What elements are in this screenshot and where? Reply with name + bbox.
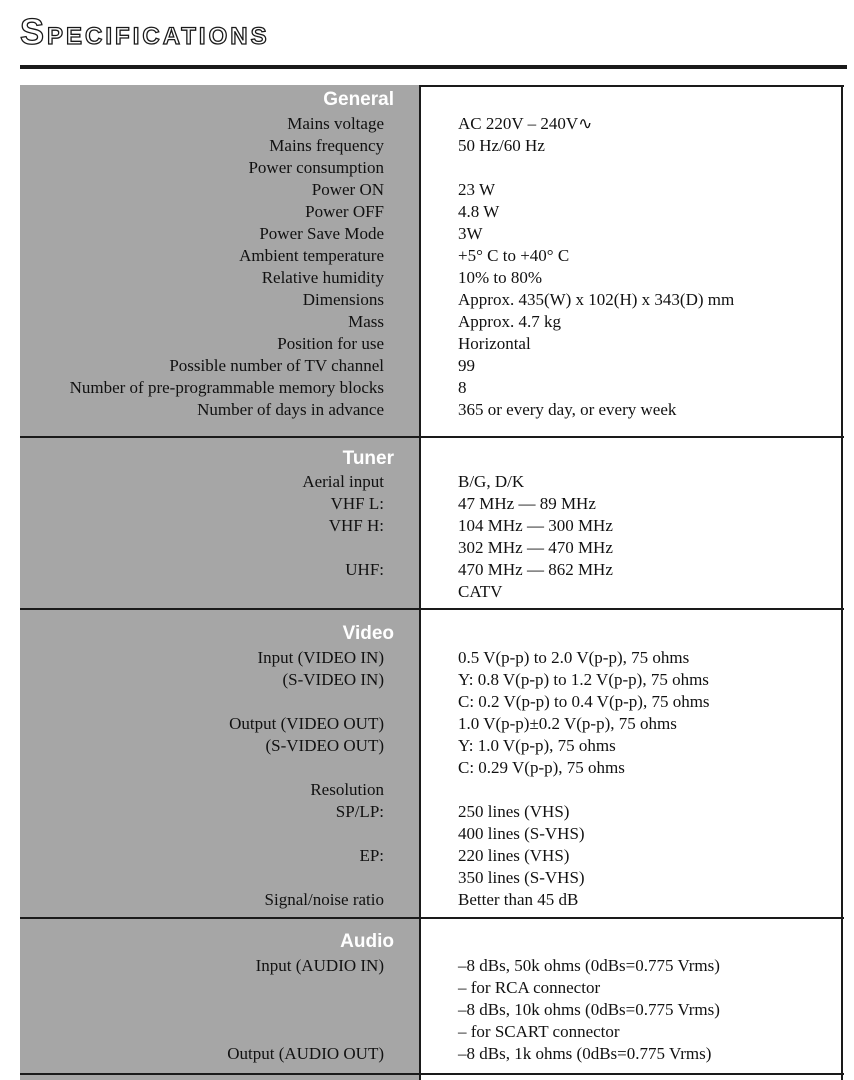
label-position-for-use: Position for use [277, 334, 384, 353]
spec-table [20, 85, 844, 1080]
value-dimensions: Approx. 435(W) x 102(H) x 343(D) mm [458, 290, 735, 309]
value-power-off: 4.8 W [458, 202, 500, 221]
label-power-consumption: Power consumption [248, 158, 384, 177]
value-video-out: 1.0 V(p-p)±0.2 V(p-p), 75 ohms [458, 714, 677, 733]
value-relative-humidity: 10% to 80% [458, 268, 543, 287]
value-power-save-mode: 3W [458, 224, 483, 243]
label-dimensions: Dimensions [302, 290, 384, 309]
value-signal-noise: Better than 45 dB [458, 890, 579, 909]
label-audio-in: Input (AUDIO IN) [255, 956, 384, 975]
value-audio-in-scart: –8 dBs, 10k ohms (0dBs=0.775 Vrms) [458, 1000, 720, 1019]
label-ep: EP: [359, 846, 384, 865]
section-title-tuner: Tuner [342, 448, 394, 469]
value-mass: Approx. 4.7 kg [458, 312, 561, 331]
value-sp-lp-vhs: 250 lines (VHS) [458, 802, 570, 821]
label-aerial-input: Aerial input [302, 472, 384, 491]
divider-tuner-video [20, 608, 844, 610]
label-uhf: UHF: [345, 560, 384, 579]
value-audio-in-rca-note: – for RCA connector [458, 978, 601, 997]
label-memory-blocks: Number of pre-programmable memory blocks [69, 378, 384, 397]
value-mains-voltage: AC 220V – 240V∿ [458, 114, 593, 133]
label-vhf-l: VHF L: [330, 494, 384, 513]
value-ep-vhs: 220 lines (VHS) [458, 846, 570, 865]
title-rule [20, 65, 847, 69]
value-audio-in-rca: –8 dBs, 50k ohms (0dBs=0.775 Vrms) [458, 956, 720, 975]
section-title-general: General [323, 89, 394, 110]
label-video-out: Output (VIDEO OUT) [229, 714, 384, 733]
value-video-in: 0.5 V(p-p) to 2.0 V(p-p), 75 ohms [458, 648, 690, 667]
value-ambient-temperature: +5° C to +40° C [458, 246, 570, 265]
page-title-rest: PECIFICATIONS [47, 23, 270, 50]
divider-video-audio [20, 917, 844, 919]
value-s-video-out-c: C: 0.29 V(p-p), 75 ohms [458, 758, 625, 777]
value-sp-lp-svhs: 400 lines (S-VHS) [458, 824, 585, 843]
label-s-video-in: (S-VIDEO IN) [282, 670, 384, 689]
value-uhf: 470 MHz — 862 MHz [458, 560, 613, 579]
value-position-for-use: Horizontal [458, 334, 531, 353]
value-ep-svhs: 350 lines (S-VHS) [458, 868, 585, 887]
label-sp-lp: SP/LP: [335, 802, 384, 821]
label-resolution: Resolution [310, 780, 384, 799]
divider-general-tuner [20, 436, 844, 438]
value-audio-out: –8 dBs, 1k ohms (0dBs=0.775 Vrms) [458, 1044, 712, 1063]
value-memory-blocks: 8 [458, 378, 467, 397]
label-power-save-mode: Power Save Mode [259, 224, 384, 243]
section-title-video: Video [342, 623, 394, 644]
label-mains-voltage: Mains voltage [287, 114, 384, 133]
value-tv-channels: 99 [458, 356, 475, 375]
value-vhf-h-2: 302 MHz — 470 MHz [458, 538, 613, 557]
label-vhf-h: VHF H: [328, 516, 384, 535]
page-title [20, 11, 270, 52]
label-relative-humidity: Relative humidity [261, 268, 384, 287]
section-title-audio: Audio [340, 931, 394, 952]
value-mains-frequency: 50 Hz/60 Hz [458, 136, 545, 155]
value-aerial-input: B/G, D/K [458, 472, 525, 491]
value-s-video-out-y: Y: 1.0 V(p-p), 75 ohms [458, 736, 616, 755]
value-catv: CATV [458, 582, 503, 601]
label-mass: Mass [348, 312, 384, 331]
label-ambient-temperature: Ambient temperature [239, 246, 384, 265]
table-top-border [419, 85, 844, 87]
value-days-in-advance: 365 or every day, or every week [458, 400, 677, 419]
label-power-on: Power ON [311, 180, 384, 199]
label-video-in: Input (VIDEO IN) [257, 648, 384, 667]
value-vhf-l: 47 MHz — 89 MHz [458, 494, 596, 513]
page-title-initial: S [20, 11, 48, 52]
label-signal-noise: Signal/noise ratio [264, 890, 384, 909]
label-days-in-advance: Number of days in advance [197, 400, 384, 419]
value-s-video-in-c: C: 0.2 V(p-p) to 0.4 V(p-p), 75 ohms [458, 692, 710, 711]
divider-audio-next [20, 1073, 844, 1075]
label-audio-out: Output (AUDIO OUT) [227, 1044, 384, 1063]
value-audio-in-scart-note: – for SCART connector [458, 1022, 620, 1041]
label-mains-frequency: Mains frequency [269, 136, 384, 155]
label-s-video-out: (S-VIDEO OUT) [265, 736, 384, 755]
label-power-off: Power OFF [305, 202, 384, 221]
label-tv-channels: Possible number of TV channel [169, 356, 384, 375]
value-vhf-h-1: 104 MHz — 300 MHz [458, 516, 613, 535]
value-s-video-in-y: Y: 0.8 V(p-p) to 1.2 V(p-p), 75 ohms [458, 670, 709, 689]
value-power-on: 23 W [458, 180, 495, 199]
